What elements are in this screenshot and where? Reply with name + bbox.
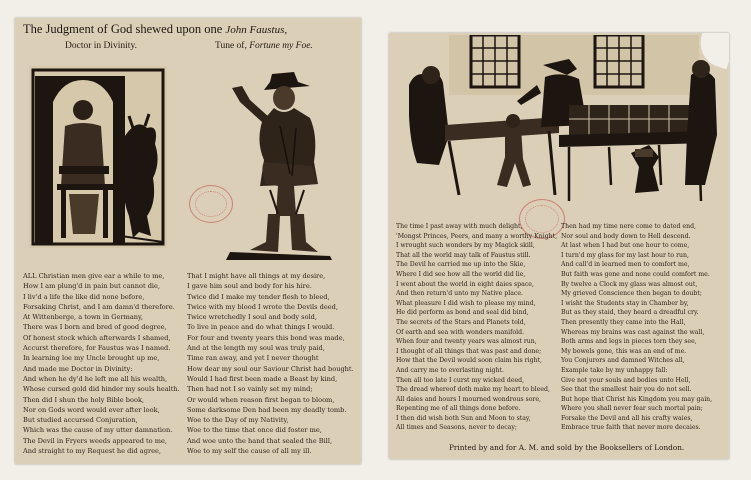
- verse-line: Of earth and sea with wonders manifold.: [396, 328, 525, 336]
- title-name: John Faustus,: [225, 24, 288, 36]
- verse-line: I wisht the Students stay in Chamber by,: [561, 299, 689, 307]
- verse-line: All times and Seasons, never to decay;: [396, 424, 517, 432]
- verse-line: Twice wretchedly I soul and body sold,: [187, 313, 317, 322]
- verse-line: My bowels gone, this was an end of me.: [561, 347, 687, 355]
- verse-line: I turn'd my glass for my last hour to run,: [561, 251, 689, 259]
- woodcut-faustus-and-devil: [29, 66, 167, 248]
- verse-line: How that the Devil would soon claim his right,: [396, 357, 543, 365]
- verse-line: Then did I shun the holy Bible book,: [23, 395, 145, 404]
- verse-line: He did perform as bond and seal did bind,: [396, 309, 529, 317]
- tune-label: Tune of,: [215, 41, 247, 51]
- printer-imprint: Printed by and for A. M. and sold by the Booksellers of London.: [449, 443, 685, 452]
- verse-line: I thought of all things that was past and done;: [396, 347, 542, 355]
- verse-line: The Devil in Fryers weeds appeared to me,: [23, 436, 168, 445]
- verse-line: Which was the cause of my utter damnation.: [23, 426, 173, 435]
- library-stamp: [189, 185, 233, 223]
- left-sheet-verse-column-2: [187, 271, 354, 456]
- verse-line: The Devil he carried me up into the Skie,: [396, 261, 526, 269]
- right-sheet-verse-column-1: [396, 222, 557, 433]
- verse-line: I liv'd a life the like did none before,: [23, 292, 145, 301]
- verse-line: Forsaking Christ, and I am damn'd therefore.: [23, 302, 175, 311]
- verse-line: Woe to my self the cause of all my ill.: [187, 447, 312, 456]
- verse-line: What pleasure I did wish to please my mind,: [396, 299, 536, 307]
- verse-line: Both arms and legs in pieces torn they see,: [561, 338, 697, 346]
- verse-line: And made me Doctor in Divinity:: [23, 364, 133, 373]
- verse-line: All daies and hours I mourned wondrous sore,: [396, 395, 542, 403]
- verse-line: The secrets of the Stars and Planets told,: [396, 318, 526, 326]
- verse-line: Forsake the Devil and all his crafty waies,: [561, 414, 693, 422]
- verse-line: And then return'd unto my Native place.: [396, 290, 524, 298]
- verse-line: There was I born and bred of good degree,: [23, 323, 167, 332]
- verse-line: Woe to the time that once did foster me,: [187, 426, 322, 435]
- verse-line: Where I did see how all the world did lie,: [396, 270, 526, 278]
- verse-line: 'Mongst Princes, Peers, and many a worthy Knight,: [396, 232, 558, 240]
- verse-line: At last when I had but one hour to come,: [561, 242, 690, 250]
- verse-line: You Conjurors and damned Witches all,: [561, 357, 685, 365]
- tune-line: [215, 41, 313, 51]
- verse-line: How dear my soul our Saviour Christ had bought.: [187, 364, 354, 373]
- verse-line: Would I had first been made a Beast by kind,: [187, 374, 338, 383]
- verse-line: Twice with my blood I wrote the Devils deed,: [187, 302, 338, 311]
- verse-line: Whereas my brains was cast against the wall,: [561, 328, 705, 336]
- verse-line: By twelve a Clock my glass was almost out,: [561, 280, 698, 288]
- verse-line: Twice did I make my tender flesh to bleed,: [187, 292, 330, 301]
- verse-line: At Wittenberge, a town in Germany,: [23, 313, 143, 322]
- left-broadside-sheet: [15, 18, 361, 464]
- verse-line: But as they staid, they heard a dreadful cry.: [561, 309, 699, 317]
- left-sheet-verse-column-1: [23, 271, 180, 456]
- verse-line: And call'd in learned men to comfort me,: [561, 261, 690, 269]
- right-sheet-verse-column-2: [561, 222, 712, 433]
- verse-line: But studied accursed Conjuration,: [23, 416, 138, 425]
- tune-name: Fortune my Foe.: [249, 41, 313, 51]
- ballad-title: [23, 22, 353, 37]
- verse-line: Repenting me of all things done before.: [396, 405, 521, 413]
- verse-line: I went about the world in eight daies space,: [396, 280, 534, 288]
- right-broadside-sheet: [389, 33, 729, 459]
- verse-line: But faith was gone and none could comfort me.: [561, 270, 710, 278]
- verse-line: Of honest stock which afterwards I shamed,: [23, 333, 171, 342]
- subtitle: Doctor in Divinity.: [65, 41, 137, 51]
- verse-line: And when he dy'd he left me all his wealth,: [23, 374, 168, 383]
- verse-line: Then presently they came into the Hall,: [561, 318, 686, 326]
- verse-line: I gave him soul and body for his hire.: [187, 282, 312, 291]
- verse-line: And carry me to everlasting night.: [396, 366, 504, 374]
- woodcut-students-hall-scene: [409, 35, 719, 201]
- verse-line: I wrought such wonders by my Magick skill,: [396, 242, 535, 250]
- verse-line: Nor on Gods word would ever after look,: [23, 405, 160, 414]
- verse-line: ALL Christian men give ear a while to me,: [23, 272, 165, 280]
- verse-line: Accurst therefore, for Faustus was I named.: [23, 344, 171, 353]
- verse-line: The time I past away with much delight,: [396, 223, 523, 230]
- verse-line: Or would when reason first began to bloom,: [187, 395, 335, 404]
- verse-line: How I am plung'd in pain but cannot die,: [23, 282, 161, 291]
- verse-line: And at the length my soul was truly paid,: [187, 344, 325, 353]
- verse-line: That all the world may talk of Faustus still.: [396, 251, 531, 259]
- verse-line: And woe unto the hand that sealed the Bill,: [187, 436, 333, 445]
- verse-line: The dread whereof doth make my heart to bleed,: [396, 386, 550, 394]
- verse-line: Then had not I so vainly set my mind;: [187, 385, 313, 394]
- verse-line: My grieved Conscience then began to doubt;: [561, 290, 702, 298]
- woodcut-faustus-standing: [220, 66, 340, 260]
- verse-line: But hope that Christ his Kingdom you may gain,: [561, 395, 713, 403]
- verse-line: Then had my time nere come to dated end,: [561, 223, 697, 230]
- verse-line: Example take by my unhappy fall:: [561, 366, 668, 374]
- verse-line: See that the smallest hair you do not sell.: [561, 386, 692, 394]
- verse-line: For four and twenty years this bond was made,: [187, 333, 345, 342]
- verse-line: Give not your souls and bodies unto Hell,: [561, 376, 691, 384]
- verse-line: I then did wish both Sun and Moon to stay,: [396, 414, 531, 422]
- verse-line: Where you shall never fear such mortal pain;: [561, 405, 703, 413]
- verse-line: Whose cursed gold did hinder my souls health.: [23, 385, 180, 394]
- verse-line: To live in peace and do what things I would.: [187, 323, 335, 332]
- verse-line: Some darksome Den had been my deadly tomb.: [187, 405, 347, 414]
- verse-line: Then all too late I curst my wicked deed,: [396, 376, 525, 384]
- verse-line: When four and twenty years was almost run,: [396, 338, 537, 346]
- title-text: The Judgment of God shewed upon one: [23, 22, 223, 36]
- verse-line: That I might have all things at my desire,: [187, 272, 326, 280]
- verse-line: Embrace true faith that never more decaies.: [561, 424, 701, 432]
- verse-line: And straight to my Request he did agree,: [23, 447, 162, 456]
- verse-line: Nor soul and body down to Hell descend.: [561, 232, 691, 240]
- verse-line: Woe to the Day of my Nativity,: [187, 416, 289, 425]
- verse-line: In learning loe my Uncle brought up me,: [23, 354, 160, 363]
- verse-line: Time ran away, and yet I never thought: [187, 354, 319, 363]
